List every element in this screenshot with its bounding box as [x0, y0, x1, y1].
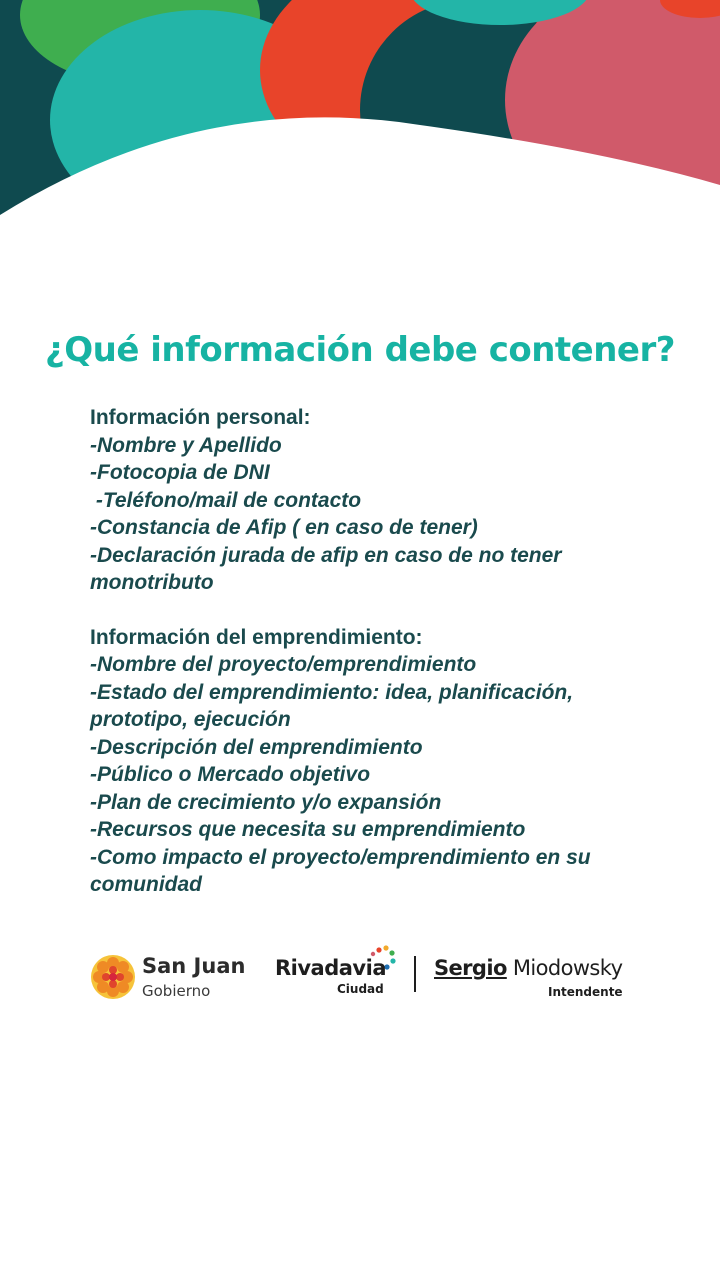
- list-item: -Fotocopia de DNI: [90, 461, 270, 484]
- logo-divider: [414, 956, 416, 992]
- list-item: -Nombre y Apellido: [90, 433, 282, 457]
- mayor-last-name: Miodowsky: [512, 956, 623, 980]
- list-item: -Estado del emprendimiento: idea, planificación,: [90, 680, 574, 704]
- project-info-heading: Información del emprendimiento:: [90, 625, 423, 649]
- page-title: ¿Qué información debe contener?: [44, 330, 675, 370]
- list-item: monotributo: [90, 571, 214, 594]
- list-item: -Nombre del proyecto/emprendimiento: [90, 653, 477, 676]
- mayor-role: Intendente: [548, 985, 623, 999]
- mayor-first-name: Sergio: [434, 956, 507, 980]
- list-item: comunidad: [90, 873, 203, 896]
- footer-logos: [0, 944, 720, 1014]
- abstract-shapes-graphic: [0, 0, 720, 230]
- list-item: -Plan de crecimiento y/o expansión: [90, 790, 442, 814]
- list-item: -Recursos que necesita su emprendimiento: [90, 818, 526, 841]
- personal-info-heading: Información personal:: [90, 406, 311, 429]
- san-juan-name: San Juan: [142, 954, 246, 978]
- mayor-name: [434, 956, 622, 980]
- san-juan-subtitle: Gobierno: [142, 982, 211, 1000]
- decorative-banner: [0, 0, 720, 230]
- rivadavia-subtitle: Ciudad: [337, 982, 384, 996]
- san-juan-logo: [90, 952, 250, 1002]
- rivadavia-logo: [275, 944, 400, 1004]
- list-item: -Declaración jurada de afip en caso de no tener: [90, 543, 562, 567]
- list-item: prototipo, ejecución: [90, 708, 291, 731]
- list-item: -Teléfono/mail de contacto: [90, 488, 362, 512]
- list-item: -Descripción del emprendimiento: [90, 735, 423, 759]
- sun-emblem-icon: [90, 954, 136, 1000]
- list-item: -Como impacto el proyecto/emprendimiento en su: [90, 845, 591, 869]
- mayor-logo: [434, 950, 644, 1005]
- list-item: -Constancia de Afip ( en caso de tener): [90, 516, 478, 539]
- list-item: -Público o Mercado objetivo: [90, 763, 371, 786]
- requirements-content: [90, 404, 690, 899]
- rivadavia-name: Rivadavia: [275, 956, 386, 980]
